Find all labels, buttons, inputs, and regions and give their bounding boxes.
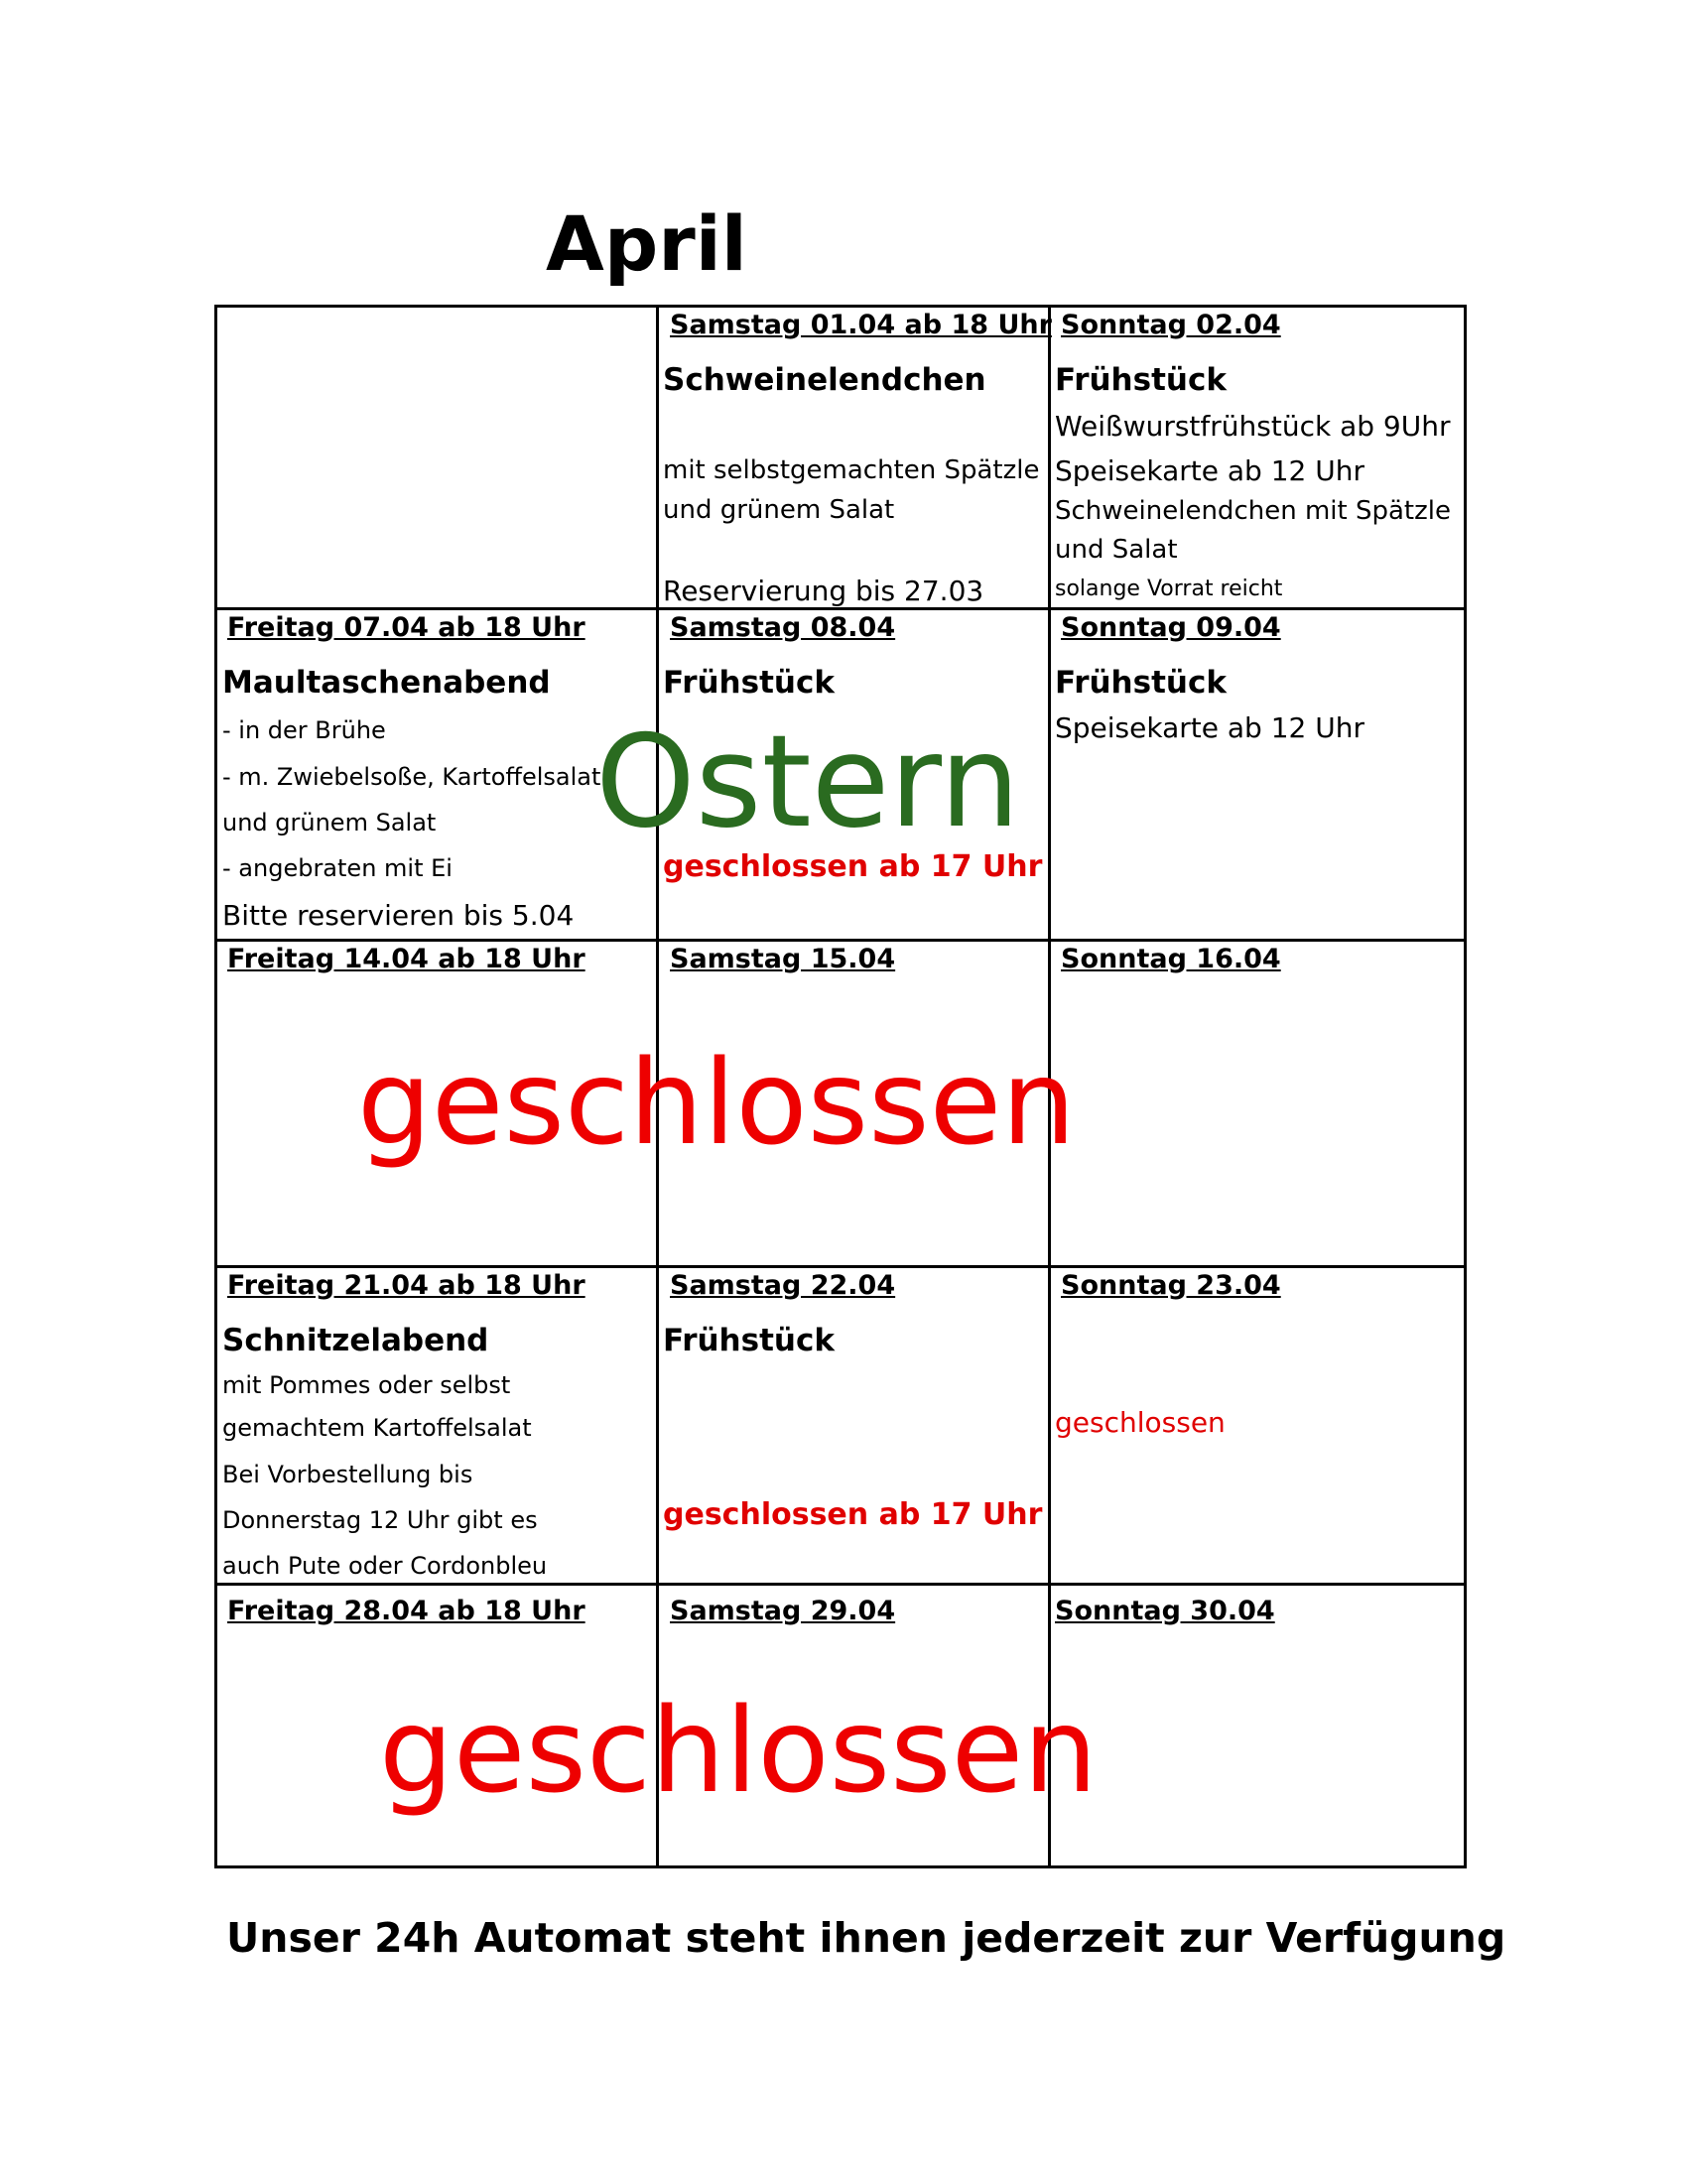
dish-name: Maultaschenabend	[222, 665, 551, 701]
closed-notice: geschlossen ab 17 Uhr	[663, 849, 1043, 884]
reservation-note: Reservierung bis 27.03	[663, 575, 984, 607]
grid-line	[214, 1583, 1467, 1586]
dish-description: Donnerstag 12 Uhr gibt es	[222, 1506, 538, 1534]
grid-line	[214, 607, 1467, 610]
day-header: Sonntag 09.04	[1061, 612, 1281, 643]
page-title: April	[546, 199, 747, 288]
grid-line	[214, 305, 217, 1868]
dish-description: mit selbstgemachten Spätzle	[663, 455, 1040, 485]
dish-option: und grünem Salat	[222, 809, 437, 836]
menu-line: Schweinelendchen mit Spätzle	[1055, 496, 1451, 526]
closed-overlay: geschlossen	[357, 1034, 1076, 1171]
footer-note: Unser 24h Automat steht ihnen jederzeit zur Verfügung	[226, 1914, 1506, 1962]
reservation-note: Bitte reservieren bis 5.04	[222, 899, 575, 932]
menu-line: solange Vorrat reicht	[1055, 577, 1283, 601]
day-header: Samstag 15.04	[670, 944, 896, 974]
dish-description: und grünem Salat	[663, 495, 895, 525]
menu-line: und Salat	[1055, 535, 1178, 565]
day-header: Samstag 01.04 ab 18 Uhr	[670, 310, 1052, 340]
grid-line	[214, 1865, 1467, 1868]
grid-line	[1464, 305, 1467, 1868]
day-header: Freitag 07.04 ab 18 Uhr	[227, 612, 585, 643]
menu-line: Weißwurstfrühstück ab 9Uhr	[1055, 410, 1451, 443]
dish-name: Schweinelendchen	[663, 362, 986, 398]
closed-notice: geschlossen	[1055, 1406, 1226, 1439]
day-header: Sonntag 16.04	[1061, 944, 1281, 974]
dish-option: - in der Brühe	[222, 716, 386, 744]
dish-name: Schnitzelabend	[222, 1323, 489, 1358]
dish-name: Frühstück	[1055, 362, 1227, 398]
dish-option: - m. Zwiebelsoße, Kartoffelsalat	[222, 763, 601, 791]
dish-description: gemachtem Kartoffelsalat	[222, 1414, 532, 1442]
menu-line: Speisekarte ab 12 Uhr	[1055, 711, 1364, 744]
grid-line	[214, 1265, 1467, 1268]
dish-name: Frühstück	[663, 1323, 835, 1358]
easter-label: Ostern	[595, 708, 1020, 856]
dish-name: Frühstück	[1055, 665, 1227, 701]
day-header: Sonntag 30.04	[1055, 1596, 1275, 1626]
dish-description: auch Pute oder Cordonbleu	[222, 1552, 548, 1580]
day-header: Samstag 08.04	[670, 612, 896, 643]
grid-line	[214, 305, 1467, 308]
closed-notice: geschlossen ab 17 Uhr	[663, 1497, 1043, 1532]
closed-overlay: geschlossen	[379, 1682, 1098, 1819]
day-header: Freitag 21.04 ab 18 Uhr	[227, 1270, 585, 1301]
day-header: Sonntag 02.04	[1061, 310, 1281, 340]
day-header: Sonntag 23.04	[1061, 1270, 1281, 1301]
day-header: Samstag 22.04	[670, 1270, 896, 1301]
dish-name: Frühstück	[663, 665, 835, 701]
day-header: Freitag 28.04 ab 18 Uhr	[227, 1596, 585, 1626]
dish-description: mit Pommes oder selbst	[222, 1371, 511, 1399]
dish-description: Bei Vorbestellung bis	[222, 1461, 473, 1488]
day-header: Freitag 14.04 ab 18 Uhr	[227, 944, 585, 974]
menu-line: Speisekarte ab 12 Uhr	[1055, 454, 1364, 487]
day-header: Samstag 29.04	[670, 1596, 896, 1626]
grid-line	[214, 939, 1467, 942]
dish-option: - angebraten mit Ei	[222, 854, 453, 882]
